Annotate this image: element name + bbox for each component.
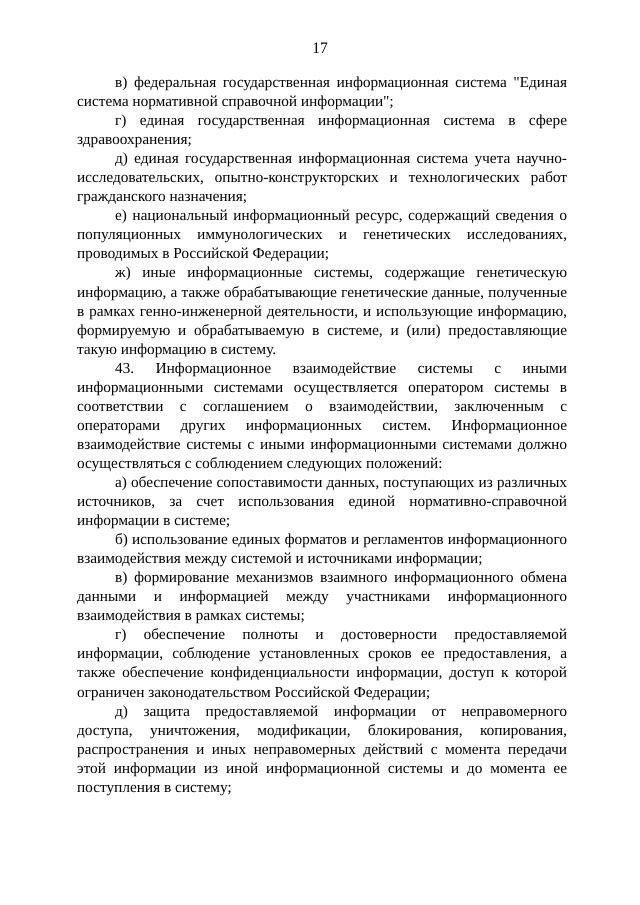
paragraph-item-zh-other-systems: ж) иные информационные системы, содержащие генетическую информацию, а также обрабатывающие генетические данные, полученные в рамках генно-инженерной деятельности, и использующие информацию, формируемую и обрабатываемую в системе, и (или) предоставляющие такую информацию в систему. (77, 264, 567, 358)
paragraph-item-v-exchange: в) формирование механизмов взаимного информационного обмена данными и информацией между участниками информационного взаимодействия в рамках системы; (77, 569, 567, 625)
paragraph-section-43: 43. Информационное взаимодействие системы с иными информационными системами осуществляется оператором системы в соответствии с соглашением о взаимодействии, заключенным с операторами других информационных систем. Информационное взаимодействие системы с иными информационными системами должно осуществляться с соблюдением следующих положений: (77, 359, 567, 472)
paragraph-item-d-protection: д) защита предоставляемой информации от неправомерного доступа, уничтожения, модификации, блокирования, копирования, распространения и иных неправомерных действий с момента передачи этой информации из иной информационной системы и до момента ее поступления в систему; (77, 702, 567, 796)
paragraph-item-e-national-resource: е) национальный информационный ресурс, содержащий сведения о популяционных иммунологических и генетических исследованиях, проводимых в Российской Федерации; (77, 207, 567, 263)
paragraph-item-d-egisu-niokr: д) единая государственная информационная система учета научно-исследовательских, опытно-конструкторских и технологических работ гражданского назначения; (77, 150, 567, 206)
paragraph-item-b-formats: б) использование единых форматов и регламентов информационного взаимодействия между системой и источниками информации; (77, 531, 567, 568)
paragraph-item-v-egisnsi: в) федеральная государственная информационная система "Единая система нормативной справочной информации"; (77, 74, 567, 111)
page-number: 17 (312, 40, 328, 57)
paragraph-item-g-egisz: г) единая государственная информационная система в сфере здравоохранения; (77, 112, 567, 149)
paragraph-item-a-comparability: а) обеспечение сопоставимости данных, поступающих из различных источников, за счет использования единой нормативно-справочной информации в системе; (77, 473, 567, 530)
document-body (77, 73, 567, 797)
paragraph-item-g-completeness: г) обеспечение полноты и достоверности предоставляемой информации, соблюдение установленных сроков ее предоставления, а также обеспечение конфиденциальности информации, доступ к которой ограничен законодательством Российской Федерации; (77, 626, 567, 701)
